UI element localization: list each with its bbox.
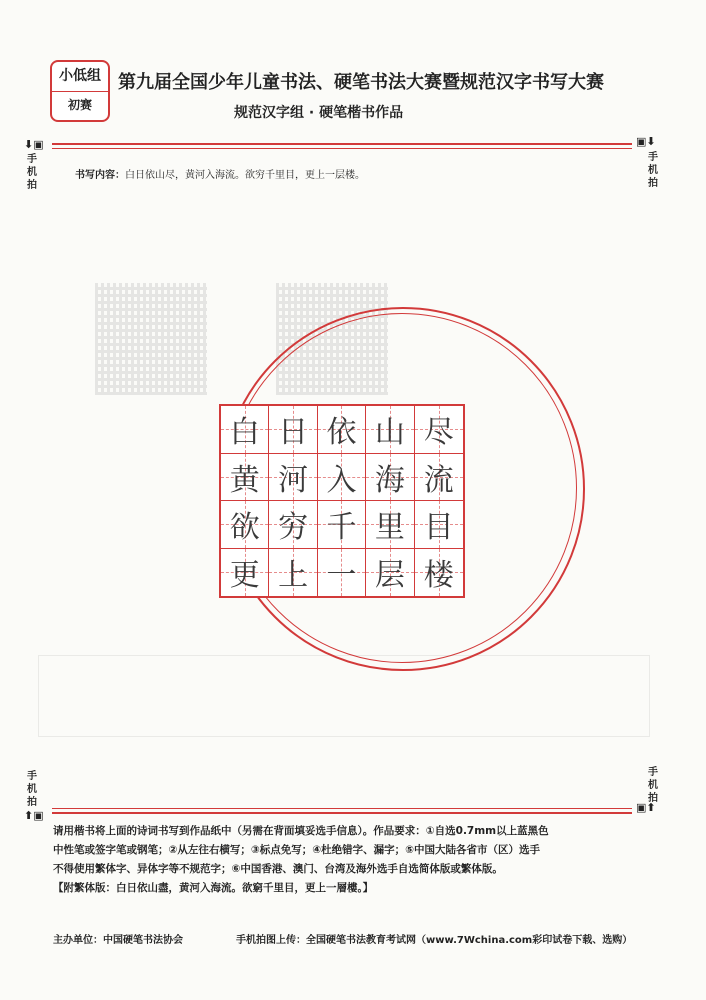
upload-info: 手机拍图上传：全国硬笔书法教育考试网（www.7Wchina.com彩印试卷下载、选购） (236, 935, 633, 946)
top-divider-thin (52, 148, 632, 149)
grid-cell: 日 (269, 406, 317, 454)
writing-content-label: 书写内容： (75, 170, 125, 181)
instruction-line: 请用楷书将上面的诗词书写到作品纸中（另需在背面填妥选手信息）。作品要求：①自选0.7mm以上蓝黑色 (53, 825, 549, 837)
instruction-line: 中性笔或签字笔或钢笔；②从左往右横写；③标点免写；④杜绝错字、漏字；⑤中国大陆各省市（区）选手 (53, 844, 541, 856)
grid-cell: 入 (318, 454, 366, 502)
grid-cell: 流 (415, 454, 463, 502)
camera-icon: ⬇▣ (24, 138, 44, 151)
page-title: 第九届全国少年儿童书法、硬笔书法大赛暨规范汉字书写大赛 (118, 72, 604, 93)
grid-cell: 海 (366, 454, 414, 502)
round-label: 初赛 (67, 98, 92, 112)
grid-cell: 穷 (269, 501, 317, 549)
bottom-divider (52, 812, 632, 814)
grid-cell: 河 (269, 454, 317, 502)
camera-icon: ▣⬆ (636, 801, 656, 814)
grid-cell: 层 (366, 549, 414, 597)
grid-cell: 里 (366, 501, 414, 549)
grid-cell: 尽 (415, 406, 463, 454)
camera-corner-label: 手机拍 (27, 771, 37, 808)
grid-cell: 黄 (221, 454, 269, 502)
writing-content-text: 白日依山尽，黄河入海流。欲穷千里目，更上一层楼。 (125, 170, 365, 181)
grid-cell: 山 (366, 406, 414, 454)
group-badge (50, 60, 110, 122)
camera-icon: ⬆▣ (24, 809, 44, 822)
camera-icon: ▣⬇ (636, 135, 656, 148)
page-subtitle: 规范汉字组 · 硬笔楷书作品 (234, 105, 404, 121)
camera-corner-label: 手机拍 (648, 152, 658, 189)
group-label: 小低组 (52, 62, 108, 92)
bottom-divider-thin (52, 808, 632, 809)
grid-cell: 欲 (221, 501, 269, 549)
grid-cell: 千 (318, 501, 366, 549)
reverse-side-qr-code (95, 283, 207, 395)
grid-cell: 白 (221, 406, 269, 454)
camera-corner-label: 手机拍 (648, 767, 658, 804)
instructions (53, 822, 633, 898)
grid-cell: 上 (269, 549, 317, 597)
grid-cell: 目 (415, 501, 463, 549)
instruction-line: 【附繁体版：白日依山盡，黄河入海流。欲窮千里目，更上一層樓。】 (53, 882, 374, 894)
grid-cell: 依 (318, 406, 366, 454)
calligraphy-grid (219, 404, 465, 598)
organizer: 主办单位：中国硬笔书法协会 (53, 935, 183, 946)
grid-cell: 更 (221, 549, 269, 597)
grid-cell: 楼 (415, 549, 463, 597)
instruction-line: 不得使用繁体字、异体字等不规范字；⑥中国香港、澳门、台湾及海外选手自选简体版或繁体版。 (53, 863, 503, 875)
reverse-side-table (38, 655, 650, 737)
writing-content (75, 166, 365, 181)
top-divider (52, 143, 632, 145)
camera-corner-label: 手机拍 (27, 154, 37, 191)
grid-cell: 一 (318, 549, 366, 597)
